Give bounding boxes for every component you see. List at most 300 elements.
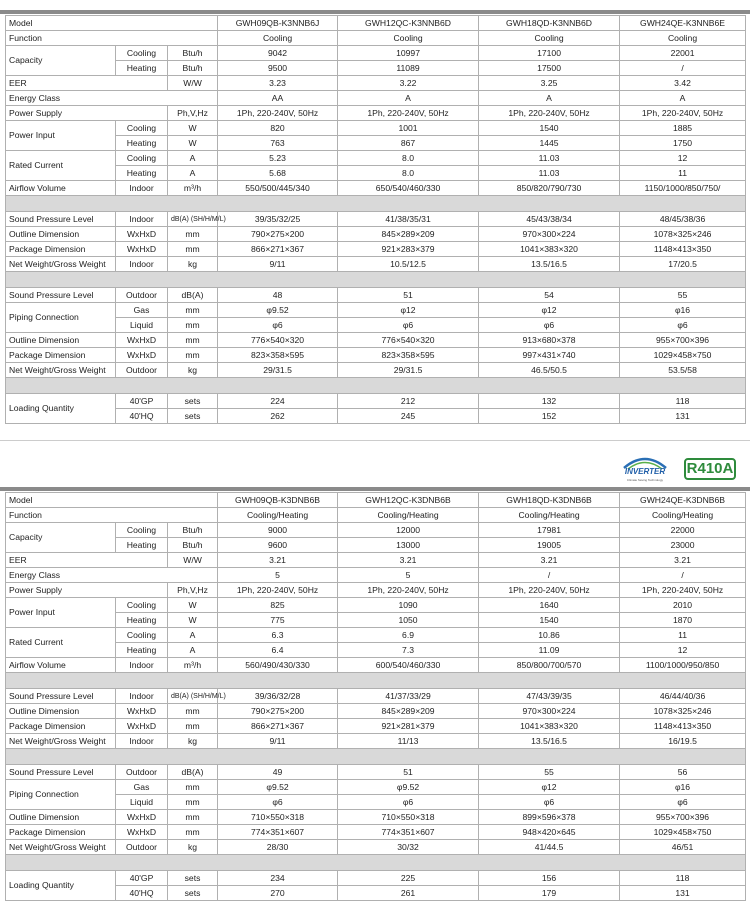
pipe-label: Liquid [116,318,168,333]
value-cell: 5.68 [218,166,338,181]
model-name: GWH09QB-K3DNB6B [218,493,338,508]
value-cell: 39/36/32/28 [218,689,338,704]
unit-label: sets [168,409,218,424]
value-cell: 28/30 [218,840,338,855]
value-cell: 850/820/790/730 [479,181,620,196]
value-cell: 12 [620,151,746,166]
value-cell: 997×431×740 [479,348,620,363]
value-cell: Cooling/Heating [620,508,746,523]
unit-label: dB(A) (SH/H/M/L) [168,689,218,704]
value-cell: 9600 [218,538,338,553]
value-cell: φ16 [620,303,746,318]
model-name: GWH18QD-K3NNB6D [479,16,620,31]
model-name: GWH24QE-K3DNB6B [620,493,746,508]
model-name: GWH09QB-K3NNB6J [218,16,338,31]
value-cell: φ6 [218,795,338,810]
unit-label: mm [168,348,218,363]
value-cell: 29/31.5 [218,363,338,378]
table-row [6,765,746,780]
value-cell: 1Ph, 220-240V, 50Hz [479,106,620,121]
spl-label: Sound Pressure Level [6,765,116,780]
value-cell: 9500 [218,61,338,76]
location-label: Indoor [116,689,168,704]
value-cell: 970×300×224 [479,227,620,242]
unit-label: W [168,613,218,628]
value-cell: 1041×383×320 [479,719,620,734]
section-divider [0,440,750,441]
value-cell: Cooling/Heating [218,508,338,523]
location-label: Indoor [116,734,168,749]
value-cell: 600/540/460/330 [338,658,479,673]
pipe-label: Gas [116,780,168,795]
value-cell: 45/43/38/34 [479,212,620,227]
container-label: 40'GP [116,871,168,886]
unit-label: A [168,166,218,181]
unit-label: Btu/h [168,538,218,553]
value-cell: 775 [218,613,338,628]
unit-label: W [168,136,218,151]
power-input-label: Power Input [6,598,116,628]
value-cell: 866×271×367 [218,242,338,257]
value-cell: 10997 [338,46,479,61]
spec-table-cooling [5,15,746,424]
value-cell: 823×358×595 [218,348,338,363]
value-cell: 650/540/460/330 [338,181,479,196]
value-cell: φ6 [338,318,479,333]
value-cell: 8.0 [338,151,479,166]
unit-label: kg [168,734,218,749]
gap-cell [6,673,746,689]
mode-label: Cooling [116,151,168,166]
table-row [6,493,746,508]
dim-label: WxHxD [116,810,168,825]
table-row [6,734,746,749]
value-cell: 6.4 [218,643,338,658]
value-cell: 9042 [218,46,338,61]
value-cell: 47/43/39/35 [479,689,620,704]
table-row [6,886,746,901]
package-label: Package Dimension [6,242,116,257]
spl-label: Sound Pressure Level [6,689,116,704]
value-cell: 16/19.5 [620,734,746,749]
value-cell: 3.21 [338,553,479,568]
top-rule-1 [0,10,750,14]
location-label: Outdoor [116,765,168,780]
table-row [6,568,746,583]
value-cell: 9000 [218,523,338,538]
unit-label: mm [168,795,218,810]
value-cell: 12 [620,643,746,658]
value-cell: 49 [218,765,338,780]
table-row [6,76,746,91]
model-label: Model [6,493,218,508]
value-cell: 3.22 [338,76,479,91]
value-cell: 17981 [479,523,620,538]
table-row [6,523,746,538]
mode-label: Cooling [116,628,168,643]
dim-label: WxHxD [116,242,168,257]
value-cell: 55 [620,288,746,303]
table-row [6,31,746,46]
value-cell: 13.5/16.5 [479,734,620,749]
energy-class-label: Energy Class [6,91,218,106]
capacity-label: Capacity [6,46,116,76]
table-row [6,719,746,734]
weight-label: Net Weight/Gross Weight [6,363,116,378]
table-row [6,16,746,31]
value-cell: φ16 [620,780,746,795]
value-cell: 245 [338,409,479,424]
value-cell: 3.23 [218,76,338,91]
mode-label: Heating [116,166,168,181]
unit-label: sets [168,871,218,886]
capacity-label: Capacity [6,523,116,553]
unit-label: kg [168,840,218,855]
value-cell: 970×300×224 [479,704,620,719]
value-cell: 3.21 [479,553,620,568]
spl-label: Sound Pressure Level [6,212,116,227]
inverter-logo-icon [620,452,670,486]
rated-current-label: Rated Current [6,151,116,181]
outline-label: Outline Dimension [6,227,116,242]
value-cell: 13.5/16.5 [479,257,620,272]
table-row [6,151,746,166]
weight-label: Net Weight/Gross Weight [6,734,116,749]
unit-label: kg [168,257,218,272]
table-row [6,303,746,318]
value-cell: 51 [338,765,479,780]
value-cell: 1148×413×350 [620,719,746,734]
value-cell: 17500 [479,61,620,76]
value-cell: 118 [620,394,746,409]
container-label: 40'HQ [116,886,168,901]
value-cell: Cooling/Heating [338,508,479,523]
gap-cell [6,749,746,765]
package-label: Package Dimension [6,825,116,840]
unit-label: Btu/h [168,61,218,76]
value-cell: 23000 [620,538,746,553]
value-cell: 1078×325×246 [620,227,746,242]
table-row [6,613,746,628]
unit-label: A [168,151,218,166]
value-cell: 3.21 [218,553,338,568]
unit-label: mm [168,227,218,242]
unit-label: mm [168,303,218,318]
unit-label: mm [168,704,218,719]
outline-label: Outline Dimension [6,333,116,348]
value-cell: 11089 [338,61,479,76]
energy-class-label: Energy Class [6,568,218,583]
value-cell: 270 [218,886,338,901]
value-cell: 3.21 [620,553,746,568]
value-cell: 12000 [338,523,479,538]
value-cell: 11.09 [479,643,620,658]
value-cell: 54 [479,288,620,303]
unit-label: Btu/h [168,523,218,538]
unit-label: mm [168,242,218,257]
unit-label: mm [168,318,218,333]
location-label: Outdoor [116,840,168,855]
dim-label: WxHxD [116,348,168,363]
gap-cell [6,855,746,871]
value-cell: φ12 [338,303,479,318]
value-cell: A [338,91,479,106]
unit-label: mm [168,780,218,795]
value-cell: 3.25 [479,76,620,91]
value-cell: 11/13 [338,734,479,749]
pipe-label: Gas [116,303,168,318]
value-cell: 8.0 [338,166,479,181]
value-cell: 1148×413×350 [620,242,746,257]
section-gap-row [6,378,746,394]
value-cell: φ6 [620,318,746,333]
airflow-label: Airflow Volume [6,181,116,196]
pipe-label: Liquid [116,795,168,810]
value-cell: 560/490/430/330 [218,658,338,673]
table-row [6,394,746,409]
unit-label: W [168,598,218,613]
value-cell: 1Ph, 220-240V, 50Hz [338,583,479,598]
gap-cell [6,272,746,288]
value-cell: 774×351×607 [218,825,338,840]
table-row [6,121,746,136]
value-cell: 22001 [620,46,746,61]
value-cell: φ6 [479,795,620,810]
weight-label: Net Weight/Gross Weight [6,257,116,272]
value-cell: 224 [218,394,338,409]
unit-label: W [168,121,218,136]
value-cell: 1640 [479,598,620,613]
model-name: GWH12QC-K3DNB6B [338,493,479,508]
value-cell: 1445 [479,136,620,151]
location-label: Indoor [116,181,168,196]
value-cell: 41/37/33/29 [338,689,479,704]
value-cell: φ12 [479,303,620,318]
value-cell: 156 [479,871,620,886]
value-cell: / [620,568,746,583]
location-label: Indoor [116,257,168,272]
value-cell: A [620,91,746,106]
value-cell: 46/51 [620,840,746,855]
outline-label: Outline Dimension [6,704,116,719]
value-cell: AA [218,91,338,106]
value-cell: 131 [620,409,746,424]
value-cell: 234 [218,871,338,886]
value-cell: 51 [338,288,479,303]
table-row [6,598,746,613]
airflow-label: Airflow Volume [6,658,116,673]
value-cell: 1001 [338,121,479,136]
value-cell: Cooling [338,31,479,46]
eer-label: EER [6,553,168,568]
value-cell: 17100 [479,46,620,61]
value-cell: 823×358×595 [338,348,479,363]
value-cell: 1Ph, 220-240V, 50Hz [620,583,746,598]
table-row [6,553,746,568]
table-row [6,363,746,378]
value-cell: 39/35/32/25 [218,212,338,227]
value-cell: Cooling [620,31,746,46]
value-cell: 1100/1000/950/850 [620,658,746,673]
value-cell: 17/20.5 [620,257,746,272]
value-cell: 776×540×320 [338,333,479,348]
weight-label: Net Weight/Gross Weight [6,840,116,855]
dim-label: WxHxD [116,227,168,242]
spec-table-cooling-heating [5,492,746,901]
table-row [6,181,746,196]
value-cell: A [479,91,620,106]
value-cell: 5 [338,568,479,583]
table-row [6,643,746,658]
value-cell: 6.3 [218,628,338,643]
value-cell: 30/32 [338,840,479,855]
section-gap-row [6,196,746,212]
unit-label: mm [168,719,218,734]
value-cell: 550/500/445/340 [218,181,338,196]
eer-label: EER [6,76,168,91]
value-cell: 710×550×318 [218,810,338,825]
value-cell: 948×420×645 [479,825,620,840]
value-cell: 1540 [479,121,620,136]
unit-label: Btu/h [168,46,218,61]
dim-label: WxHxD [116,719,168,734]
value-cell: 1Ph, 220-240V, 50Hz [218,106,338,121]
value-cell: 1Ph, 220-240V, 50Hz [620,106,746,121]
value-cell: 10.86 [479,628,620,643]
top-rule-2 [0,487,750,491]
value-cell: 152 [479,409,620,424]
table-row [6,583,746,598]
value-cell: 55 [479,765,620,780]
unit-label: A [168,643,218,658]
value-cell: 2010 [620,598,746,613]
value-cell: Cooling [218,31,338,46]
value-cell: 1078×325×246 [620,704,746,719]
value-cell: 261 [338,886,479,901]
gap-cell [6,196,746,212]
rated-current-label: Rated Current [6,628,116,658]
table-row [6,871,746,886]
mode-label: Heating [116,613,168,628]
section-gap-row [6,855,746,871]
dim-label: WxHxD [116,333,168,348]
power-supply-label: Power Supply [6,106,168,121]
unit-label: mm [168,825,218,840]
loading-label: Loading Quantity [6,394,116,424]
dim-label: WxHxD [116,704,168,719]
value-cell: 790×275×200 [218,227,338,242]
package-label: Package Dimension [6,348,116,363]
container-label: 40'GP [116,394,168,409]
unit-label: Ph,V,Hz [168,583,218,598]
mode-label: Cooling [116,523,168,538]
table-row [6,795,746,810]
value-cell: 41/38/35/31 [338,212,479,227]
table-row [6,704,746,719]
value-cell: 46.5/50.5 [479,363,620,378]
value-cell: 1Ph, 220-240V, 50Hz [479,583,620,598]
value-cell: 11.03 [479,151,620,166]
value-cell: 46/44/40/36 [620,689,746,704]
location-label: Outdoor [116,288,168,303]
dim-label: WxHxD [116,825,168,840]
value-cell: 118 [620,871,746,886]
value-cell: 11.03 [479,166,620,181]
value-cell: 56 [620,765,746,780]
value-cell: 867 [338,136,479,151]
table-row [6,840,746,855]
value-cell: φ6 [479,318,620,333]
section-gap-row [6,272,746,288]
value-cell: 11 [620,628,746,643]
unit-label: sets [168,394,218,409]
unit-label: dB(A) (SH/H/M/L) [168,212,218,227]
value-cell: 1029×458×750 [620,825,746,840]
value-cell: 763 [218,136,338,151]
mode-label: Heating [116,538,168,553]
unit-label: Ph,V,Hz [168,106,218,121]
power-input-label: Power Input [6,121,116,151]
value-cell: 845×289×209 [338,704,479,719]
unit-label: kg [168,363,218,378]
value-cell: 53.5/58 [620,363,746,378]
loading-label: Loading Quantity [6,871,116,901]
package-label: Package Dimension [6,719,116,734]
value-cell: 9/11 [218,257,338,272]
value-cell: 1029×458×750 [620,348,746,363]
table-row [6,658,746,673]
value-cell: 776×540×320 [218,333,338,348]
unit-label: A [168,628,218,643]
mode-label: Heating [116,136,168,151]
value-cell: 22000 [620,523,746,538]
value-cell: 790×275×200 [218,704,338,719]
table-row [6,242,746,257]
value-cell: 774×351×607 [338,825,479,840]
outline-label: Outline Dimension [6,810,116,825]
function-label: Function [6,508,218,523]
table-row [6,689,746,704]
mode-label: Heating [116,643,168,658]
value-cell: 825 [218,598,338,613]
value-cell: 225 [338,871,479,886]
model-name: GWH12QC-K3NNB6D [338,16,479,31]
value-cell: 7.3 [338,643,479,658]
section-gap-row [6,749,746,765]
value-cell: 955×700×396 [620,333,746,348]
power-supply-label: Power Supply [6,583,168,598]
value-cell: 5 [218,568,338,583]
unit-label: mm [168,810,218,825]
inverter-text: INVERTER [624,467,666,476]
value-cell: 131 [620,886,746,901]
value-cell: φ12 [479,780,620,795]
unit-label: dB(A) [168,288,218,303]
table-row [6,780,746,795]
value-cell: 1750 [620,136,746,151]
table-row [6,166,746,181]
value-cell: / [620,61,746,76]
table-row [6,409,746,424]
value-cell: 1870 [620,613,746,628]
value-cell: 1885 [620,121,746,136]
value-cell: 179 [479,886,620,901]
value-cell: 1540 [479,613,620,628]
value-cell: 48/45/38/36 [620,212,746,227]
value-cell: 1090 [338,598,479,613]
unit-label: mm [168,333,218,348]
table-row [6,212,746,227]
